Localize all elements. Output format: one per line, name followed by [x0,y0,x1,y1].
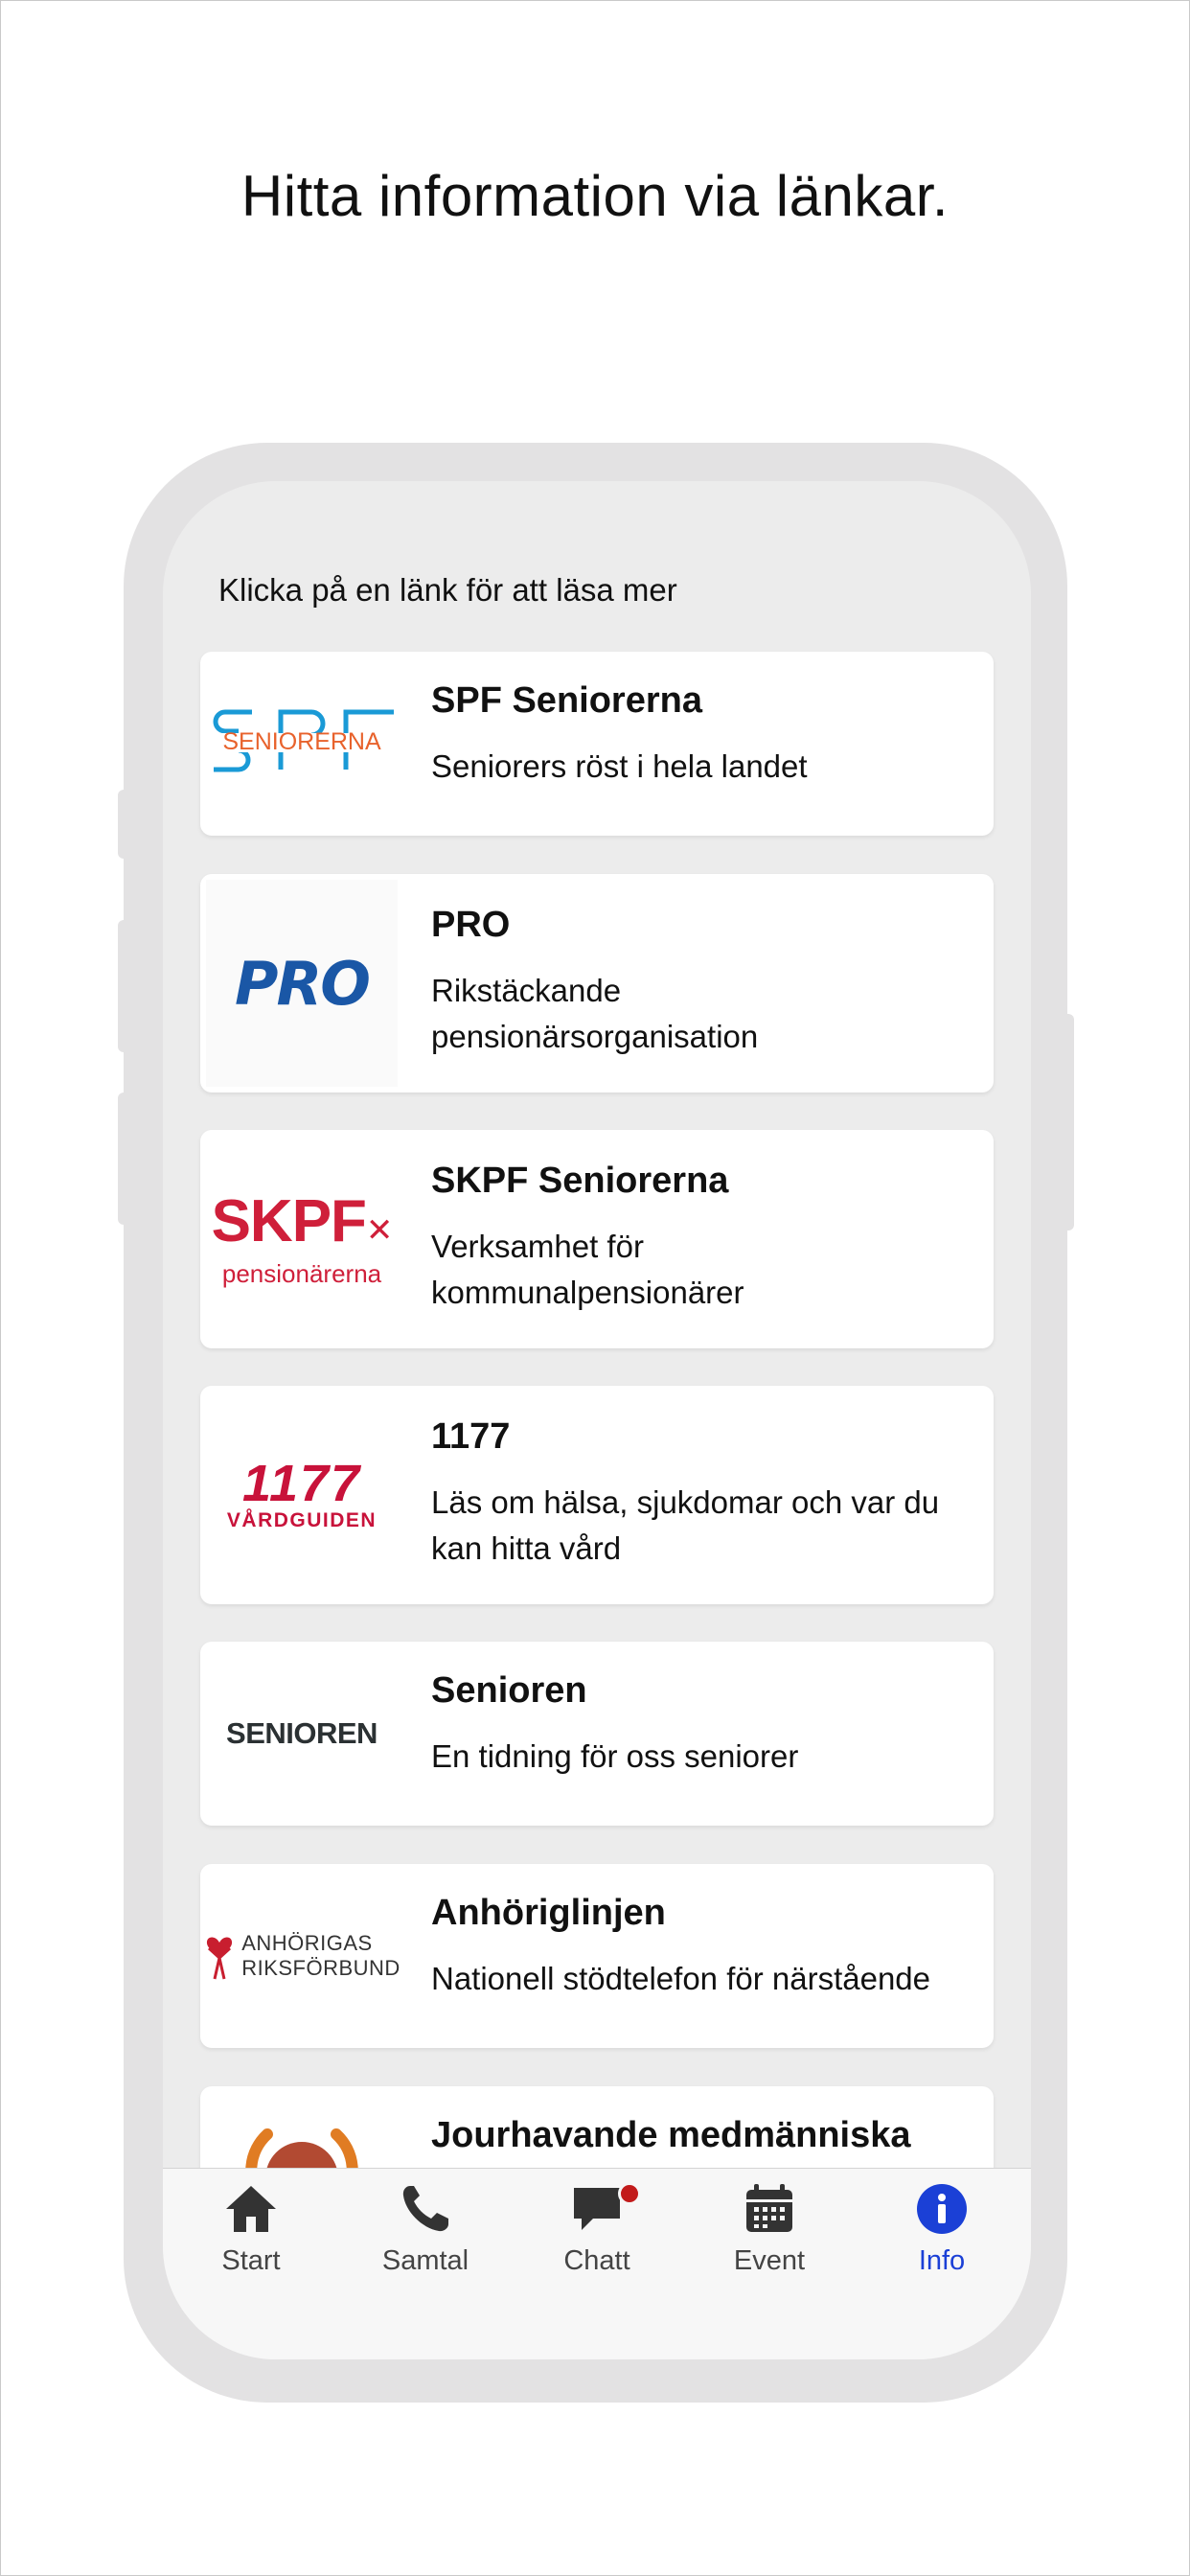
info-icon [913,2182,971,2236]
card-description: Rikstäckande pensionärsorganisation [431,973,759,1054]
anhorigas-logo: ANHÖRIGAS RIKSFÖRBUND [200,1864,403,2048]
app-screen [163,481,1031,2359]
card-description: Nationell stödtelefon för närstående [431,1961,931,1996]
card-title: SKPF Seniorerna [431,1161,729,1201]
link-card-spf[interactable] [200,652,994,836]
phone-side-button [118,790,131,859]
link-card-anhoriglinjen[interactable] [200,1864,994,2048]
phone-power-button [1061,1014,1074,1230]
card-title: PRO [431,905,511,945]
pro-logo: PRO [206,880,398,1087]
tab-samtal[interactable]: Samtal [339,2182,512,2288]
link-card-pro[interactable] [200,874,994,1092]
1177-logo: 1177 VÅRDGUIDEN [226,1455,378,1531]
card-title: 1177 [431,1416,511,1457]
phone-volume-down-button [118,1092,131,1225]
skpf-logo: SKPF✕ pensionärerna [211,1187,393,1288]
intro-text: Klicka på en länk för att läsa mer [218,572,677,608]
phone-icon [397,2182,454,2236]
spf-logo [200,652,403,836]
link-card-1177[interactable] [200,1386,994,1604]
bottom-tab-bar [163,2168,1031,2359]
page-headline: Hitta information via länkar. [240,164,950,228]
card-title: Jourhavande medmänniska [431,2115,911,2155]
card-description: Verksamhet för kommunalpensionärer [431,1229,744,1310]
calendar-icon [741,2182,798,2236]
card-description: Seniorers röst i hela landet [431,748,808,784]
card-title: Anhöriglinjen [431,1893,666,1933]
senioren-logo: SENIOREN [226,1716,378,1750]
svg-text:SENIORERNA: SENIORERNA [222,728,381,755]
card-title: Senioren [431,1670,587,1711]
link-card-skpf[interactable] [200,1130,994,1348]
tab-start[interactable]: Start [165,2182,337,2288]
chat-icon [568,2182,626,2236]
card-description: Läs om hälsa, sjukdomar och var du kan hitta vård [431,1484,940,1566]
tab-info[interactable]: Info [856,2182,1028,2288]
phone-volume-up-button [118,920,131,1052]
home-icon [222,2182,280,2236]
unread-badge [618,2182,641,2205]
tab-chatt[interactable]: Chatt [511,2182,683,2288]
heart-person-icon [203,1929,236,1983]
tab-event[interactable]: Event [683,2182,856,2288]
card-title: SPF Seniorerna [431,680,702,721]
card-description: En tidning för oss seniorer [431,1738,799,1774]
link-card-senioren[interactable] [200,1642,994,1826]
